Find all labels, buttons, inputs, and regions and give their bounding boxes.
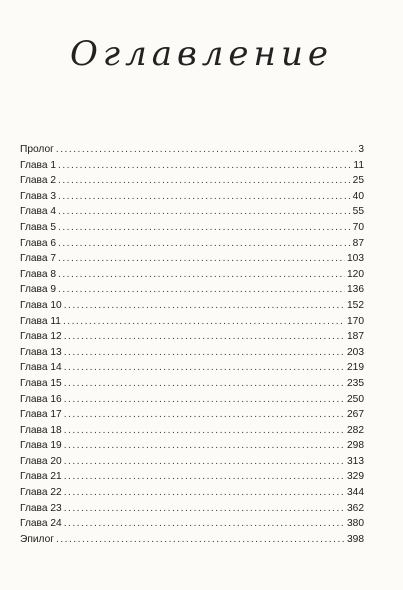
leader-dots	[64, 454, 345, 470]
toc-page-number: 3	[358, 144, 364, 155]
leader-dots	[64, 516, 345, 532]
toc-page-number: 70	[352, 221, 364, 233]
toc-label: Глава 7	[20, 253, 57, 265]
toc-row[interactable]	[20, 454, 364, 470]
leader-dots	[64, 407, 345, 423]
toc-row[interactable]	[20, 220, 364, 236]
toc-row[interactable]	[20, 329, 364, 345]
toc-page-number: 398	[347, 533, 364, 545]
leader-dots	[64, 376, 345, 392]
leader-dots	[64, 392, 345, 408]
toc-page-number: 329	[347, 471, 364, 483]
toc-row[interactable]	[20, 173, 364, 189]
toc-page-number: 282	[347, 424, 364, 436]
toc-row[interactable]	[20, 376, 364, 392]
leader-dots	[58, 236, 351, 252]
toc-row[interactable]	[20, 189, 364, 205]
toc-label: Глава 2	[20, 175, 57, 187]
toc-row[interactable]	[20, 392, 364, 408]
leader-dots	[64, 469, 345, 485]
toc-row[interactable]	[20, 516, 364, 532]
toc-row[interactable]	[20, 532, 364, 548]
toc-label: Глава 16	[20, 393, 62, 405]
toc-label: Пролог	[20, 144, 54, 155]
toc-row[interactable]	[20, 501, 364, 517]
toc-page-number: 344	[347, 487, 364, 499]
toc-label: Глава 19	[20, 440, 62, 452]
toc-label: Глава 14	[20, 362, 62, 374]
toc-page-number: 103	[347, 253, 364, 265]
toc-row[interactable]	[20, 485, 364, 501]
toc-row[interactable]	[20, 407, 364, 423]
toc-page-number: 11	[353, 159, 364, 171]
toc-label: Глава 9	[20, 284, 57, 296]
toc-label: Глава 21	[20, 471, 62, 483]
toc-page-number: 25	[352, 175, 364, 187]
toc-page-number: 219	[347, 362, 364, 374]
toc-row[interactable]	[20, 469, 364, 485]
toc-label: Глава 3	[20, 190, 57, 202]
toc-page-number: 152	[347, 299, 364, 311]
toc-label: Глава 5	[20, 221, 57, 233]
toc-label: Глава 18	[20, 424, 62, 436]
toc-page-number: 203	[347, 346, 364, 358]
leader-dots	[64, 501, 345, 517]
leader-dots	[64, 438, 345, 454]
leader-dots	[58, 173, 351, 189]
toc-row[interactable]	[20, 423, 364, 439]
toc-page-number: 120	[347, 268, 364, 280]
toc-label: Глава 11	[20, 315, 61, 327]
toc-page-number: 298	[347, 440, 364, 452]
toc-page-number: 362	[347, 502, 364, 514]
toc-row[interactable]	[20, 282, 364, 298]
toc-label: Глава 12	[20, 331, 62, 343]
toc-label: Глава 1	[20, 159, 57, 171]
toc-label: Глава 20	[20, 455, 62, 467]
toc-row[interactable]	[20, 360, 364, 376]
leader-dots	[58, 158, 351, 174]
toc-page-number: 187	[347, 331, 364, 343]
table-of-contents	[20, 142, 364, 547]
leader-dots	[64, 345, 345, 361]
page-title: Оглавление	[70, 34, 333, 74]
toc-page-number: 235	[347, 377, 364, 389]
toc-page-number: 170	[347, 315, 364, 327]
leader-dots	[64, 423, 345, 439]
toc-row[interactable]	[20, 345, 364, 361]
toc-page-number: 250	[347, 393, 364, 405]
toc-page-number: 136	[347, 284, 364, 296]
toc-label: Глава 22	[20, 487, 62, 499]
toc-row[interactable]	[20, 204, 364, 220]
leader-dots	[64, 298, 345, 314]
leader-dots	[63, 314, 345, 330]
toc-row[interactable]	[20, 267, 364, 283]
leader-dots	[58, 220, 351, 236]
toc-page-number: 380	[347, 518, 364, 530]
leader-dots	[58, 251, 345, 267]
toc-page-number: 313	[347, 455, 364, 467]
leader-dots	[56, 532, 345, 548]
toc-row[interactable]	[20, 438, 364, 454]
toc-row[interactable]	[20, 298, 364, 314]
toc-label: Глава 10	[20, 299, 62, 311]
leader-dots	[64, 485, 345, 501]
toc-row[interactable]	[20, 158, 364, 174]
leader-dots	[58, 204, 351, 220]
leader-dots	[64, 329, 345, 345]
toc-label: Глава 4	[20, 206, 57, 218]
leader-dots	[56, 142, 356, 158]
toc-row[interactable]	[20, 142, 364, 158]
toc-label: Глава 15	[20, 377, 62, 389]
toc-label: Глава 8	[20, 268, 57, 280]
leader-dots	[58, 267, 345, 283]
leader-dots	[64, 360, 345, 376]
toc-page-number: 55	[352, 206, 364, 218]
toc-page-number: 40	[352, 190, 364, 202]
toc-label: Глава 13	[20, 346, 62, 358]
toc-label: Глава 17	[20, 409, 62, 421]
toc-page-number: 267	[347, 409, 364, 421]
leader-dots	[58, 282, 345, 298]
toc-row[interactable]	[20, 251, 364, 267]
leader-dots	[58, 189, 351, 205]
toc-label: Глава 6	[20, 237, 57, 249]
toc-row[interactable]	[20, 314, 364, 330]
toc-label: Глава 23	[20, 502, 62, 514]
toc-label: Эпилог	[20, 533, 54, 545]
toc-label: Глава 24	[20, 518, 62, 530]
toc-row[interactable]	[20, 236, 364, 252]
toc-page-number: 87	[352, 237, 364, 249]
